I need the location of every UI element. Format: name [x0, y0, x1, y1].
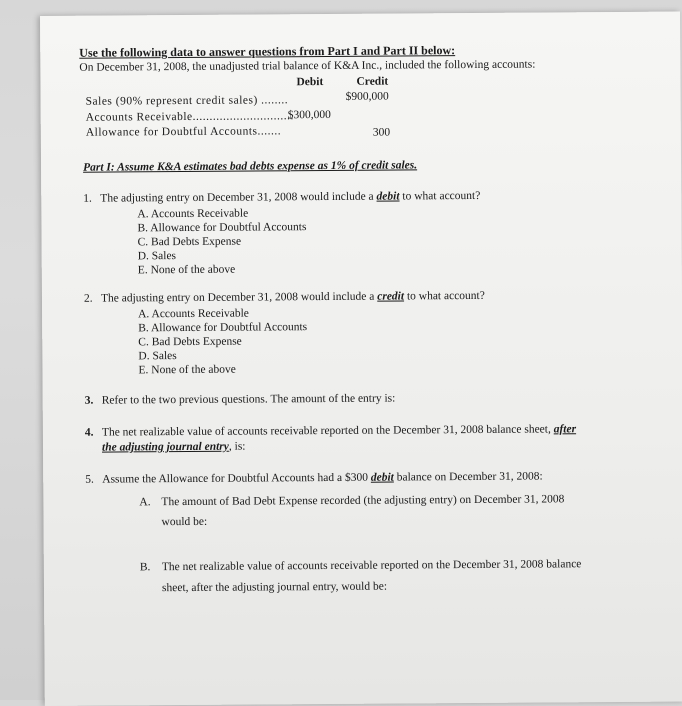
q5-part-a-letter: A.	[139, 496, 151, 509]
q2-option: B. Allowance for Doubtful Accounts	[138, 321, 308, 335]
q2-text: The adjusting entry on December 31, 2008 would include a credit to what account?	[100, 289, 485, 305]
q5-part-b-letter: B.	[139, 561, 151, 574]
q3-text: Refer to the two previous questions. The amount of the entry is:	[101, 392, 396, 407]
q5-number: 5.	[85, 473, 94, 486]
intro-heading: Use the following data to answer questions from Part I and Part II below:	[79, 43, 456, 60]
q1-option: B. Allowance for Doubtful Accounts	[137, 221, 307, 235]
tb-row-label: Accounts Receivable..............................	[85, 110, 294, 124]
q5-part-a-line: would be:	[161, 515, 208, 529]
q1-option: E. None of the above	[137, 263, 236, 277]
q2-option: D. Sales	[138, 350, 177, 363]
tb-row-label: Sales (90% represent credit sales) ........	[85, 94, 289, 108]
q1-number: 1.	[83, 192, 92, 205]
q5-part-a-line: The amount of Bad Debt Expense recorded (the adjusting entry) on December 31, 2008	[161, 493, 565, 509]
intro-line: On December 31, 2008, the unadjusted trial balance of K&A Inc., included the following accounts:	[79, 58, 536, 74]
part1-title: Part I: Assume K&A estimates bad debts expense as 1% of credit sales.	[83, 159, 418, 174]
tb-row-label: Allowance for Doubtful Accounts.......	[85, 125, 282, 139]
tb-row-debit: $300,000	[287, 108, 331, 122]
q1-option: C. Bad Debts Expense	[137, 235, 242, 249]
q2-option: C. Bad Debts Expense	[138, 335, 242, 349]
q1-text: The adjusting entry on December 31, 2008 would include a debit to what account?	[100, 189, 481, 205]
q2-number: 2.	[83, 292, 93, 305]
document-page	[40, 12, 682, 706]
q1-option: D. Sales	[137, 250, 177, 263]
q5-part-b-line: sheet, after the adjusting journal entry, would be:	[161, 580, 388, 595]
q5-part-b-line: The net realizable value of accounts receivable reported on the December 31, 2008 balance	[161, 558, 582, 574]
tb-row-credit: 300	[372, 126, 391, 139]
q5-text: Assume the Allowance for Doubtful Accounts had a $300 debit balance on December 31, 2008:	[102, 470, 543, 486]
q4-text-cont: the adjusting journal entry, is:	[101, 440, 246, 454]
q4-number: 4.	[84, 426, 94, 439]
q1-option: A. Accounts Receivable	[137, 207, 249, 221]
credit-header: Credit	[356, 75, 389, 88]
debit-header: Debit	[296, 76, 324, 89]
q2-option: A. Accounts Receivable	[138, 307, 249, 321]
q2-option: E. None of the above	[138, 363, 236, 377]
q4-text: The net realizable value of accounts receivable reported on the December 31, 2008 balance sheet, after	[101, 423, 577, 439]
q3-number: 3.	[84, 394, 94, 407]
tb-row-credit: $900,000	[345, 90, 389, 103]
